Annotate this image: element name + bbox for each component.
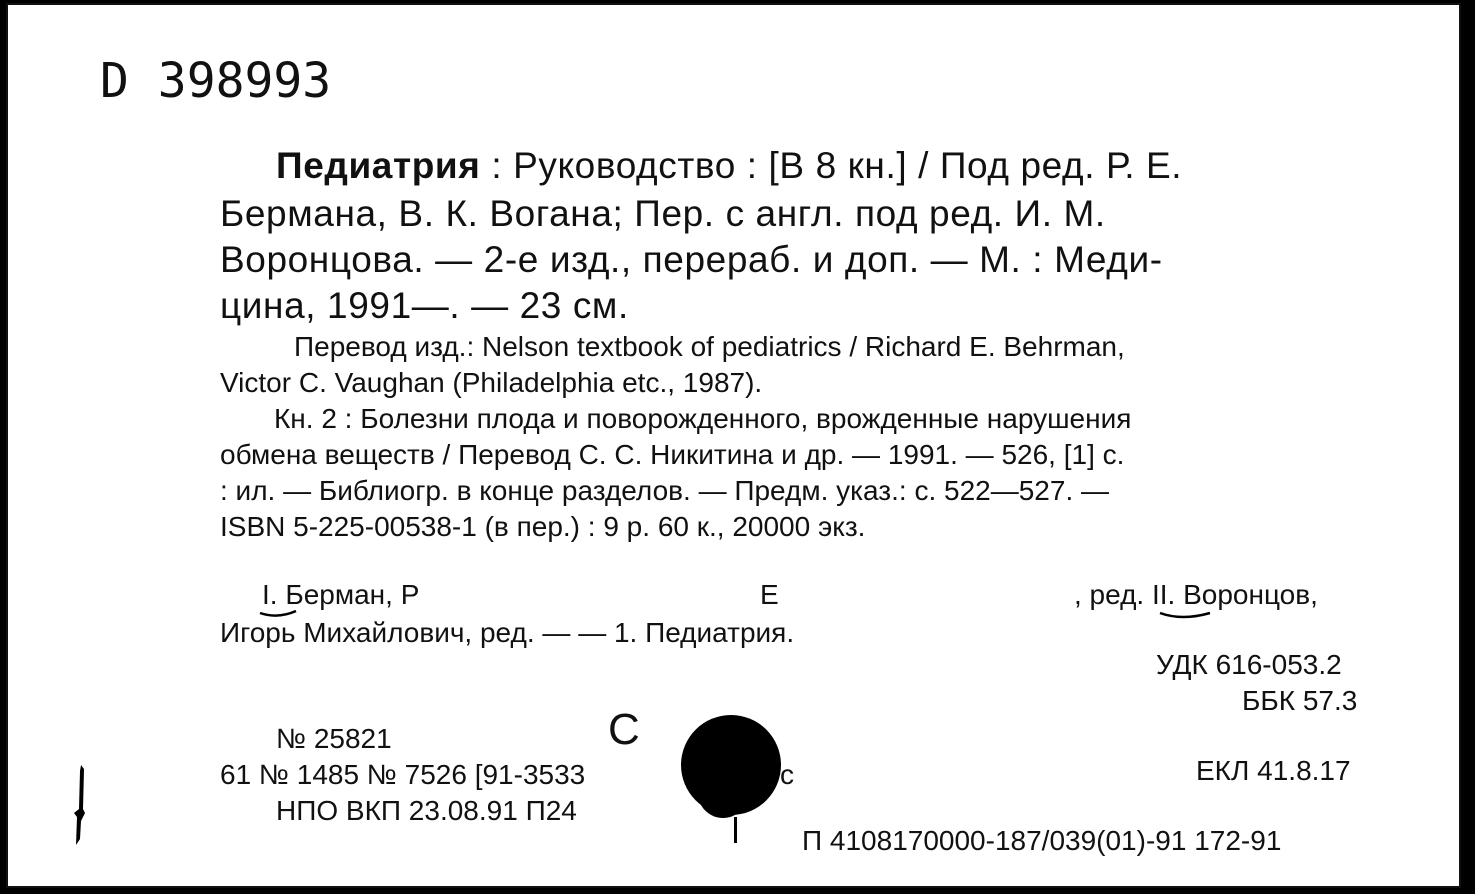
- main-line-3: Воронцова. — 2-е изд., перераб. и доп. — М. : Меди-: [220, 239, 1163, 280]
- note-line-1: Перевод изд.: Nelson textbook of pediatrics / Richard E. Behrman,: [294, 331, 1125, 362]
- tracing-part-1: I. Берман, Р: [262, 579, 420, 610]
- call-number: D 398993: [100, 53, 332, 109]
- number-line-2: 61 № 1485 № 7526 [91-3533: [220, 759, 586, 790]
- ink-scribble-mark: [72, 765, 86, 847]
- title-bold: Педиатрия: [276, 145, 481, 186]
- note-line-4: обмена веществ / Перевод С. С. Никитина и др. — 1991. — 526, [1] с.: [220, 439, 1125, 470]
- main-line-1: [276, 145, 1182, 187]
- ekl: ЕКЛ 41.8.17: [1196, 755, 1351, 786]
- udk: УДК 616-053.2: [1156, 649, 1342, 680]
- catalog-card: [6, 3, 1461, 888]
- number-line-1: № 25821: [276, 723, 392, 754]
- note-line-5: : ил. — Библиогр. в конце разделов. — Предм. указ.: с. 522—527. —: [220, 475, 1110, 506]
- main-line-4: цина, 1991—. — 23 см.: [220, 285, 629, 326]
- bbk: ББК 57.3: [1242, 685, 1358, 716]
- note-line-6: ISBN 5-225-00538-1 (в пер.) : 9 р. 60 к., 20000 экз.: [220, 511, 866, 542]
- main-line-2: Бермана, В. К. Вогана; Пер. с англ. под ред. И. М.: [220, 193, 1106, 234]
- stamp-letter: С: [608, 705, 640, 754]
- note-line-2: Victor C. Vaughan (Philadelphia etc., 1987).: [220, 367, 763, 398]
- tracing-part-3: , ред. II. Воронцов,: [1074, 579, 1318, 610]
- tracing-line-2: Игорь Михайлович, ред. — — 1. Педиатрия.: [220, 617, 795, 648]
- tracing-part-2: Е: [760, 579, 779, 610]
- ink-mark: [734, 817, 737, 843]
- note-line-3: Кн. 2 : Болезни плода и поворожденного, врожденные нарушения: [274, 403, 1132, 434]
- underline-mark-2: [1158, 607, 1212, 621]
- number-line-2-tail: с: [780, 759, 794, 790]
- number-line-3: НПО ВКП 23.08.91 П24: [276, 795, 577, 826]
- catalog-code: П 4108170000-187/039(01)-91 172-91: [802, 825, 1282, 856]
- underline-mark-1: [258, 607, 298, 619]
- main-line-1-text: : Руководство : [В 8 кн.] / Под ред. Р. Е.: [480, 145, 1183, 186]
